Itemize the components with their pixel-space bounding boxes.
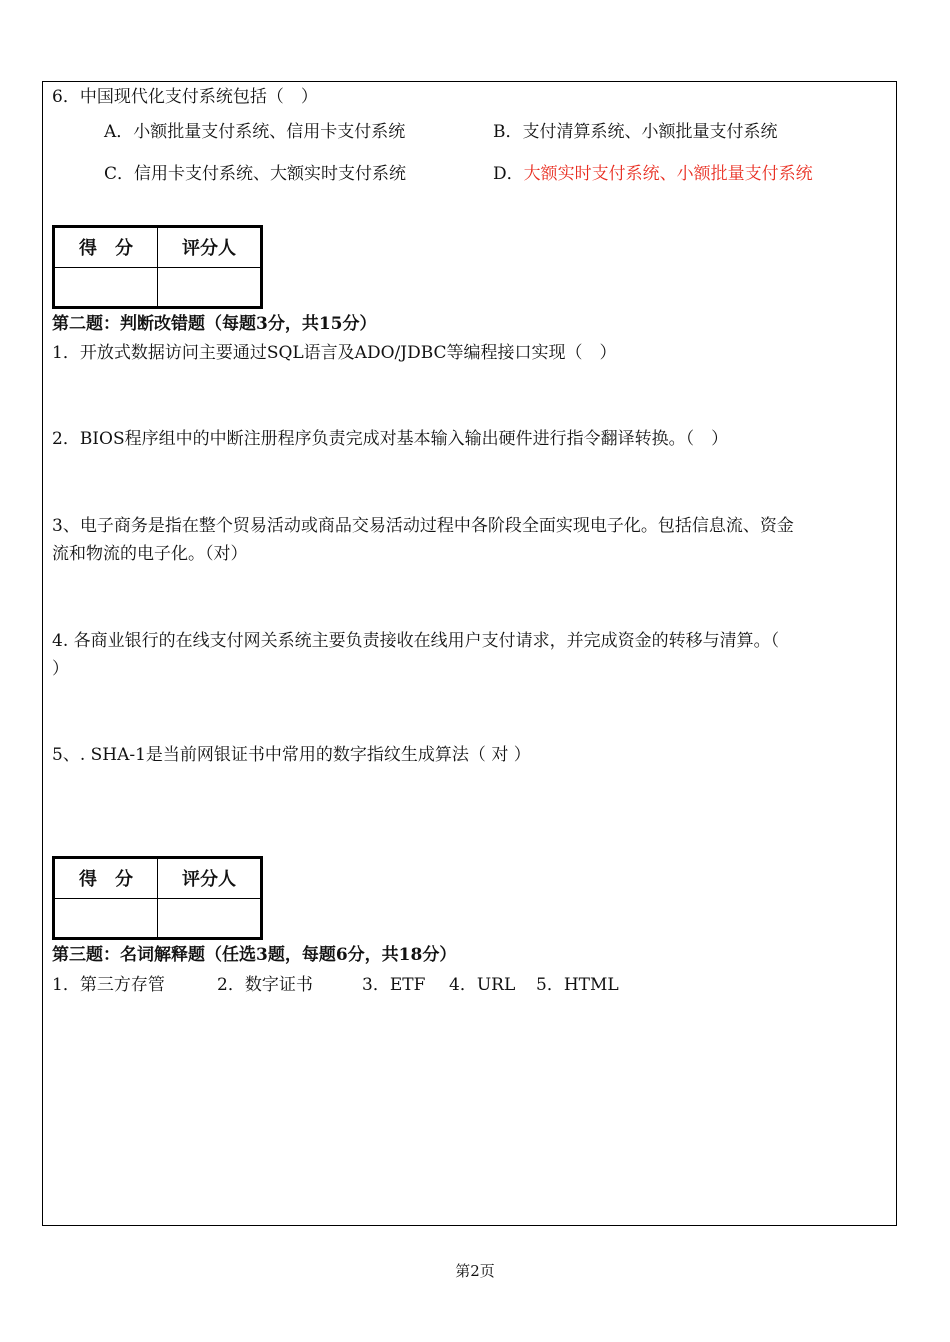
q6-option-a: A．小额批量支付系统、信用卡支付系统 (104, 122, 406, 142)
q6-option-c: C．信用卡支付系统、大额实时支付系统 (104, 164, 407, 184)
q6-option-d-prefix: D． (493, 164, 524, 184)
q6-stem: 6．中国现代化支付系统包括（ ） (52, 87, 318, 107)
score-table-1 (52, 225, 263, 309)
section2-item-5: 5、. SHA-1是当前网银证书中常用的数字指纹生成算法（ 对 ） (52, 745, 531, 765)
q6-option-d (493, 163, 813, 185)
grader-header: 评分人 (158, 228, 261, 268)
section2-item-3: 3、电子商务是指在整个贸易活动或商品交易活动过程中各阶段全面实现电子化。包括信息流、资金 (52, 516, 794, 536)
section2-item-4: 4. 各商业银行的在线支付网关系统主要负责接收在线用户支付请求，并完成资金的转移与清算。（ (52, 631, 780, 651)
section2-item-1: 1．开放式数据访问主要通过SQL语言及ADO/JDBC等编程接口实现（ ） (52, 343, 617, 363)
section3-title: 第三题：名词解释题（任选3题，每题6分，共18分） (52, 945, 457, 965)
grader-cell[interactable] (158, 898, 261, 938)
section3-term-3: 3．ETF (362, 975, 426, 995)
section2-item-4-cont: ） (52, 659, 69, 679)
section2-title: 第二题：判断改错题（每题3分，共15分） (52, 314, 377, 334)
section2-item-2: 2．BIOS程序组中的中断注册程序负责完成对基本输入输出硬件进行指令翻译转换。（ ） (52, 429, 729, 449)
section3-term-4: 4．URL (449, 975, 516, 995)
section3-term-5: 5．HTML (536, 975, 619, 995)
section3-term-1: 1．第三方存管 (52, 975, 165, 995)
grader-cell[interactable] (158, 267, 261, 307)
score-header: 得 分 (55, 228, 158, 268)
page-number: 第2页 (455, 1262, 495, 1280)
score-table-2 (52, 856, 263, 940)
score-cell[interactable] (55, 898, 158, 938)
grader-header: 评分人 (158, 859, 261, 899)
section2-item-3-cont: 流和物流的电子化。（对） (52, 544, 248, 564)
score-header: 得 分 (55, 859, 158, 899)
score-cell[interactable] (55, 267, 158, 307)
section3-term-2: 2．数字证书 (217, 975, 313, 995)
q6-option-d-answer: 大额实时支付系统、小额批量支付系统 (523, 164, 813, 184)
q6-option-b: B．支付清算系统、小额批量支付系统 (493, 122, 778, 142)
